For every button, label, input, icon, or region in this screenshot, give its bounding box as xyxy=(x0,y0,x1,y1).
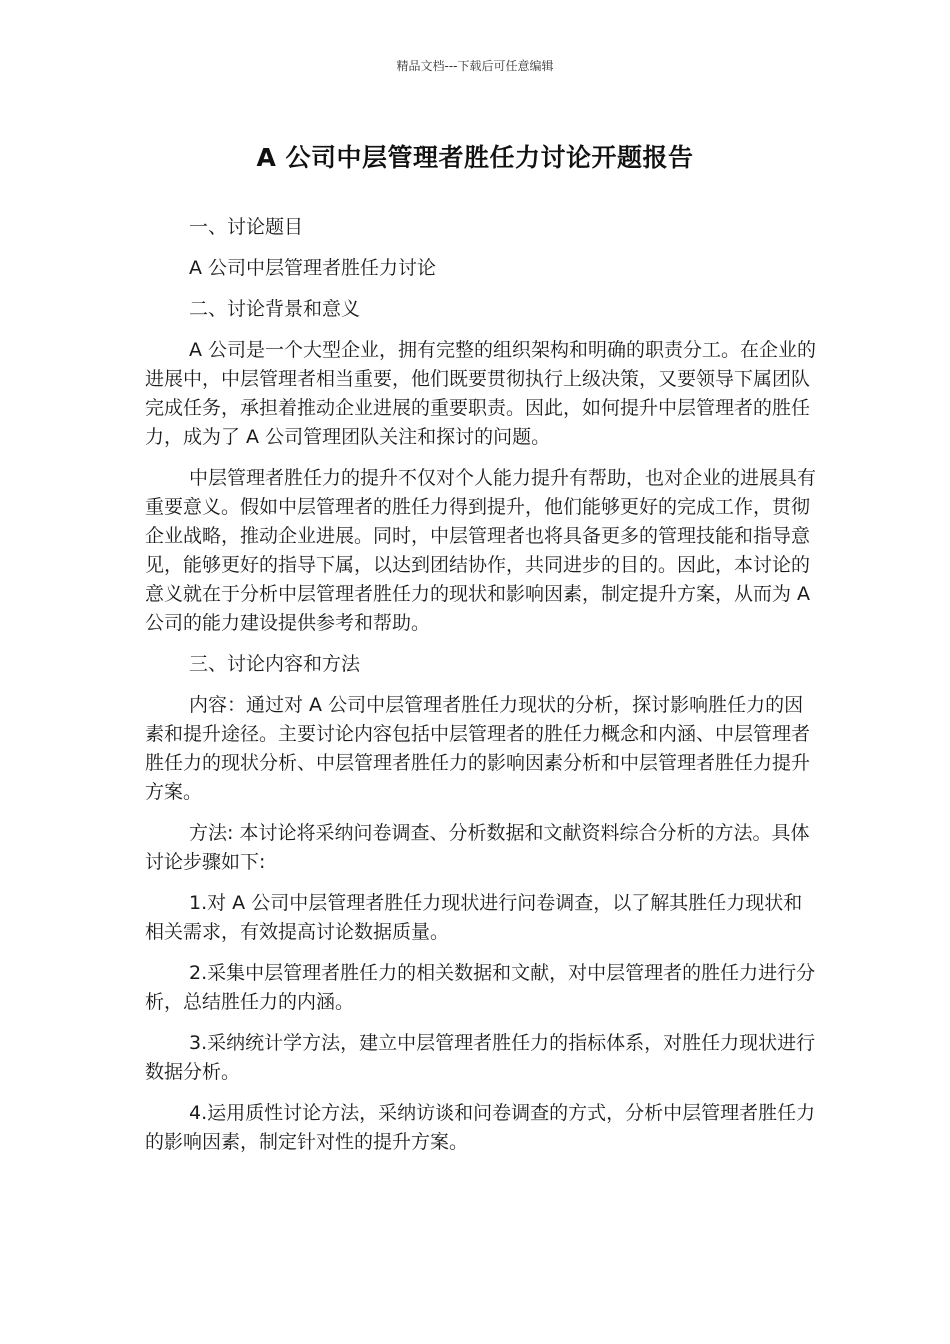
section-heading-topic: 一、讨论题目 xyxy=(189,216,304,238)
step-item-1: 1.对 A 公司中层管理者胜任力现状进行问卷调查，以了解其胜任力现状和相关需求，有效提高讨论数据质量。 xyxy=(145,892,803,943)
background-paragraph-2: 中层管理者胜任力的提升不仅对个人能力提升有帮助，也对企业的进展具有重要意义。假如中层管理者的胜任力得到提升，他们能够更好的完成工作，贯彻企业战略，推动企业进展。同时，中层管理者也将具备更多的管理技能和指导意见，能够更好的指导下属，以达到团结协作，共同进步的目的。因此，本讨论的意义就在于分析中层管理者胜任力的现状和影响因素，制定提升方案，从而为 A 公司的能力建设提供参考和帮助。 xyxy=(145,467,817,634)
background-paragraph-1: A 公司是一个大型企业，拥有完整的组织架构和明确的职责分工。在企业的进展中，中层管理者相当重要，他们既要贯彻执行上级决策，又要领导下属团队完成任务，承担着推动企业进展的重要职责。因此，如何提升中层管理者的胜任力，成为了 A 公司管理团队关注和探讨的问题。 xyxy=(145,339,817,448)
document-body xyxy=(145,213,820,1169)
section-heading-background: 二、讨论背景和意义 xyxy=(189,298,361,320)
page-header-watermark: 精品文档---下载后可任意编辑 xyxy=(396,59,554,73)
content-paragraph: 内容：通过对 A 公司中层管理者胜任力现状的分析，探讨影响胜任力的因素和提升途径。主要讨论内容包括中层管理者的胜任力概念和内涵、中层管理者胜任力的现状分析、中层管理者胜任力的影响因素分析和中层管理者胜任力提升方案。 xyxy=(145,694,811,803)
section-heading-content-method: 三、讨论内容和方法 xyxy=(189,653,361,675)
step-item-2: 2.采集中层管理者胜任力的相关数据和文献，对中层管理者的胜任力进行分析，总结胜任力的内涵。 xyxy=(145,962,816,1013)
step-item-3: 3.采纳统计学方法，建立中层管理者胜任力的指标体系，对胜任力现状进行数据分析。 xyxy=(145,1032,816,1083)
topic-text: A 公司中层管理者胜任力讨论 xyxy=(189,257,437,279)
document-title: A 公司中层管理者胜任力讨论开题报告 xyxy=(256,143,694,172)
method-paragraph: 方法: 本讨论将采纳问卷调查、分析数据和文献资料综合分析的方法。具体讨论步骤如下: xyxy=(145,822,810,873)
step-item-4: 4.运用质性讨论方法，采纳访谈和问卷调查的方式，分析中层管理者胜任力的影响因素，制定针对性的提升方案。 xyxy=(145,1102,816,1153)
